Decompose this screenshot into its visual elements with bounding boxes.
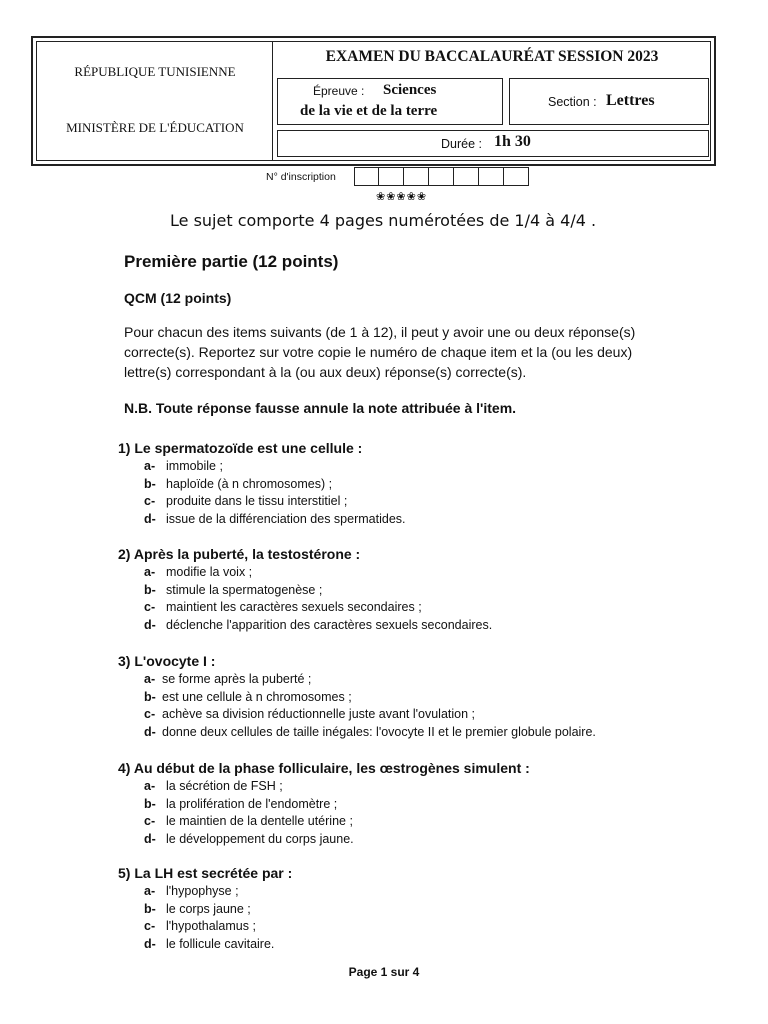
option-letter: c- — [144, 814, 156, 828]
option-text: achève sa division réductionnelle juste avant l'ovulation ; — [162, 707, 475, 721]
ministry-name: MINISTÈRE DE L'ÉDUCATION — [66, 120, 244, 135]
option-text: se forme après la puberté ; — [162, 672, 312, 686]
option-row — [144, 778, 530, 796]
option-letter: b- — [144, 689, 156, 704]
option-text: la sécrétion de FSH ; — [166, 779, 283, 793]
country-name: RÉPUBLIQUE TUNISIENNE — [74, 64, 236, 79]
option-letter: c- — [144, 600, 156, 614]
option-text: le corps jaune ; — [166, 901, 251, 916]
intro-text: Le sujet comporte 4 pages numérotées de 1/4 à 4/4 . — [170, 211, 597, 230]
nb-note: N.B. Toute réponse fausse annule la note attribuée à l'item. — [124, 400, 517, 416]
qcm-title: QCM (12 points) — [124, 290, 232, 306]
option-row — [144, 689, 596, 707]
option-row — [144, 918, 292, 936]
option-letter: a- — [144, 884, 156, 898]
qcm-item-2 — [118, 546, 492, 634]
item-title — [118, 546, 492, 562]
item-title — [118, 760, 530, 776]
option-letter: a- — [144, 459, 156, 473]
option-row — [144, 724, 596, 742]
item-title — [118, 865, 292, 881]
option-letter: b- — [144, 796, 156, 811]
qcm-item-4 — [118, 760, 530, 848]
option-row — [144, 582, 492, 600]
item-question: L'ovocyte I : — [134, 653, 216, 669]
option-row — [144, 936, 292, 954]
instructions — [124, 322, 635, 382]
duree-label: Durée : — [441, 137, 482, 151]
option-text: le maintien de la dentelle utérine ; — [166, 814, 353, 828]
option-row — [144, 458, 406, 476]
exam-title: EXAMEN DU BACCALAURÉAT SESSION 2023 — [325, 48, 659, 65]
item-title — [118, 653, 596, 669]
option-letter: d- — [144, 724, 156, 739]
item-number: 4) — [118, 760, 131, 776]
epreuve-label: Épreuve : — [313, 84, 365, 98]
option-text: le follicule cavitaire. — [166, 936, 275, 951]
item-title — [118, 440, 406, 456]
option-letter: a- — [144, 672, 156, 686]
option-row — [144, 813, 530, 831]
option-row — [144, 511, 406, 529]
option-text: stimule la spermatogenèse ; — [166, 582, 323, 597]
qcm-item-5 — [118, 865, 292, 953]
option-row — [144, 493, 406, 511]
item-question: La LH est secrétée par : — [134, 865, 293, 881]
duree-value: 1h 30 — [494, 133, 531, 150]
option-text: déclenche l'apparition des caractères sexuels secondaires. — [166, 617, 493, 632]
item-number: 5) — [118, 865, 131, 881]
page-number: Page 1 sur 4 — [348, 965, 420, 979]
option-text: donne deux cellules de taille inégales: l'ovocyte II et le premier globule polaire. — [162, 724, 596, 739]
epreuve-subject-line1: Sciences — [383, 82, 437, 98]
option-row — [144, 901, 292, 919]
item-question: Au début de la phase folliculaire, les œstrogènes simulent : — [133, 760, 530, 776]
option-text: la prolifération de l'endomètre ; — [166, 796, 338, 811]
option-text: produite dans le tissu interstitiel ; — [166, 494, 348, 508]
inscription-label: N° d'inscription — [266, 171, 336, 183]
option-letter: d- — [144, 831, 156, 846]
option-text: le développement du corps jaune. — [166, 831, 354, 846]
option-letter: b- — [144, 582, 156, 597]
option-text: est une cellule à n chromosomes ; — [162, 689, 352, 704]
item-question: Le spermatozoïde est une cellule : — [134, 440, 363, 456]
option-row — [144, 671, 596, 689]
item-number: 3) — [118, 653, 131, 669]
option-letter: c- — [144, 494, 156, 508]
item-question: Après la puberté, la testostérone : — [133, 546, 361, 562]
option-row — [144, 476, 406, 494]
option-text: immobile ; — [166, 459, 223, 473]
option-row — [144, 617, 492, 635]
option-letter: a- — [144, 779, 156, 793]
option-letter: d- — [144, 511, 156, 526]
option-row — [144, 706, 596, 724]
option-row — [144, 796, 530, 814]
duree-box — [277, 130, 709, 157]
epreuve-subject-line2: de la vie et de la terre — [300, 103, 438, 119]
instructions-line: lettre(s) correspondant à la (ou aux deux) réponse(s) correcte(s). — [124, 364, 527, 380]
section-value: Lettres — [606, 92, 655, 109]
option-row — [144, 831, 530, 849]
part-title: Première partie (12 points) — [124, 252, 339, 271]
option-text: issue de la différenciation des spermatides. — [166, 511, 406, 526]
option-text: haploïde (à n chromosomes) ; — [166, 476, 333, 491]
option-text: modifie la voix ; — [166, 565, 253, 579]
option-text: l'hypophyse ; — [166, 884, 239, 898]
qcm-item-3 — [118, 653, 596, 741]
qcm-item-1 — [118, 440, 406, 528]
option-letter: d- — [144, 617, 156, 632]
option-text: l'hypothalamus ; — [166, 919, 256, 933]
option-row — [144, 599, 492, 617]
item-number: 2) — [118, 546, 131, 562]
option-letter: c- — [144, 919, 156, 933]
inscription-boxes[interactable] — [354, 167, 529, 186]
ornament-divider: ❀❀❀❀❀ — [376, 191, 428, 203]
option-row — [144, 564, 492, 582]
option-text: maintient les caractères sexuels secondaires ; — [166, 600, 422, 614]
option-letter: a- — [144, 565, 156, 579]
instructions-line: Pour chacun des items suivants (de 1 à 12), il peut y avoir une ou deux réponse(s) — [124, 324, 636, 340]
option-letter: b- — [144, 901, 156, 916]
option-letter: b- — [144, 476, 156, 491]
option-letter: d- — [144, 936, 156, 951]
item-number: 1) — [118, 440, 131, 456]
option-row — [144, 883, 292, 901]
option-letter: c- — [144, 707, 156, 721]
instructions-line: correcte(s). Reportez sur votre copie le numéro de chaque item et la (ou les deux) — [124, 344, 633, 360]
section-label: Section : — [548, 95, 597, 109]
